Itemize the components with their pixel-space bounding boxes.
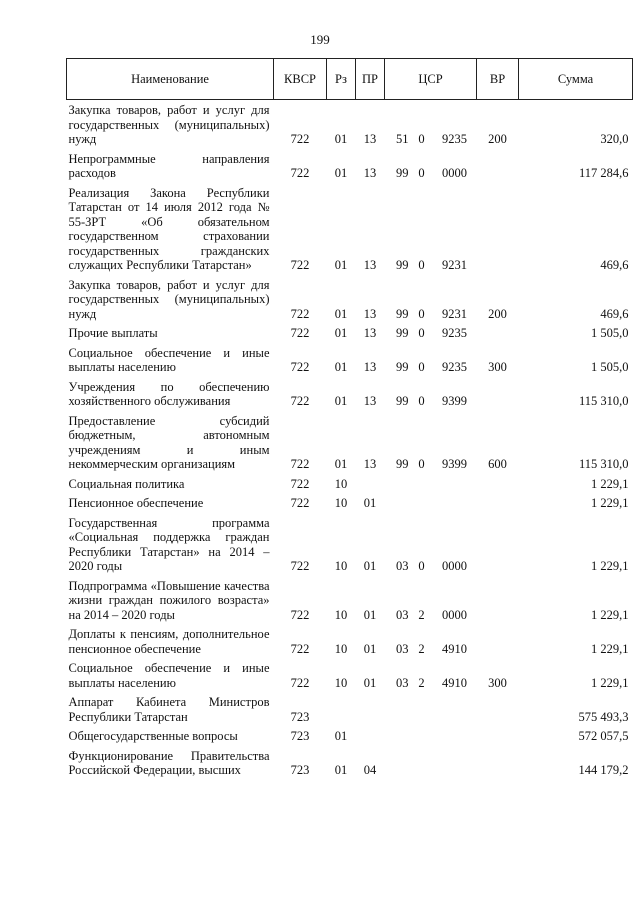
cell-csr3: 9231 — [442, 306, 467, 321]
cell-csr3: 4910 — [442, 675, 467, 690]
cell-sum: 1 229,1 — [591, 496, 629, 510]
table-row — [67, 513, 633, 576]
cell-kvsr: 722 — [290, 132, 310, 146]
cell-vr: 200 — [488, 132, 507, 146]
cell-name: Общегосударственные вопросы — [68, 729, 238, 743]
cell-kvsr: 722 — [290, 394, 310, 408]
cell-csr1 — [385, 474, 411, 494]
table-row — [67, 343, 633, 377]
cell-name: Доплаты к пенсиям, дополнительное пенсионное обеспечение — [68, 627, 270, 656]
cell-csr3: 9235 — [442, 326, 467, 340]
cell-name: Учреждения по обеспечению хозяйственного обслуживания — [68, 379, 270, 408]
cell-kvsr: 722 — [290, 496, 310, 510]
table-header-row — [67, 59, 633, 100]
cell-sum: 1 229,1 — [591, 641, 629, 656]
cell-csr3: 9399 — [442, 394, 467, 408]
cell-sum: 320,0 — [600, 132, 629, 146]
cell-rz: 10 — [334, 607, 348, 622]
cell-name: Социальная политика — [68, 476, 185, 491]
cell-csr1 — [385, 746, 411, 780]
cell-csr3 — [433, 692, 477, 726]
table-row — [67, 323, 633, 343]
cell-rz: 10 — [334, 559, 348, 573]
cell-name: Подпрограмма «Повышение качества жизни граждан пожилого возраста» на 2014 – 2020 годы — [68, 578, 270, 622]
cell-csr2 — [411, 493, 433, 513]
cell-kvsr: 722 — [290, 641, 310, 656]
cell-rz: 01 — [334, 166, 348, 180]
cell-pr — [356, 726, 385, 746]
cell-pr: 13 — [363, 326, 377, 340]
budget-table — [66, 58, 633, 780]
cell-csr1: 99 — [396, 360, 409, 374]
cell-sum: 575 493,3 — [578, 709, 629, 724]
cell-rz: 01 — [334, 258, 348, 272]
cell-csr1: 03 — [396, 607, 409, 622]
cell-csr1 — [385, 692, 411, 726]
cell-vr — [477, 624, 519, 658]
cell-csr1: 99 — [396, 394, 409, 408]
cell-csr2: 2 — [418, 607, 425, 622]
cell-sum: 1 229,1 — [591, 559, 629, 573]
table-row — [67, 474, 633, 494]
cell-csr3: 0000 — [442, 559, 467, 573]
cell-pr: 01 — [363, 496, 377, 510]
table-row — [67, 624, 633, 658]
cell-rz: 01 — [334, 306, 348, 321]
cell-sum: 469,6 — [600, 258, 629, 272]
cell-csr2 — [411, 726, 433, 746]
cell-pr: 13 — [363, 306, 377, 321]
cell-vr — [477, 474, 519, 494]
table-row — [67, 183, 633, 275]
cell-kvsr: 722 — [290, 675, 310, 690]
cell-rz: 10 — [334, 476, 348, 491]
cell-csr1 — [385, 726, 411, 746]
cell-sum: 1 229,1 — [591, 675, 629, 690]
cell-kvsr: 723 — [290, 729, 310, 743]
cell-vr — [477, 493, 519, 513]
cell-csr1: 99 — [396, 306, 409, 321]
cell-csr1: 99 — [396, 258, 409, 272]
cell-csr2: 0 — [418, 559, 425, 573]
table-row — [67, 576, 633, 625]
cell-pr: 13 — [363, 132, 377, 146]
cell-csr3: 9235 — [442, 360, 467, 374]
cell-vr: 200 — [488, 306, 507, 321]
cell-vr — [477, 149, 519, 183]
cell-vr — [477, 576, 519, 625]
cell-vr — [477, 726, 519, 746]
cell-csr1: 99 — [396, 166, 409, 180]
header-kvsr: КВСР — [274, 59, 327, 100]
cell-pr: 01 — [363, 641, 377, 656]
cell-csr3: 9235 — [442, 132, 467, 146]
cell-vr — [477, 513, 519, 576]
cell-vr: 600 — [488, 457, 507, 471]
cell-rz — [327, 692, 356, 726]
table-row — [67, 692, 633, 726]
cell-rz: 01 — [334, 132, 348, 146]
cell-csr1: 51 — [396, 132, 409, 146]
cell-sum: 115 310,0 — [578, 394, 629, 408]
cell-pr — [356, 474, 385, 494]
header-pr: ПР — [356, 59, 385, 100]
cell-vr — [477, 746, 519, 780]
table-body — [67, 100, 633, 780]
table-row — [67, 149, 633, 183]
cell-pr: 13 — [363, 166, 377, 180]
cell-name: Социальное обеспечение и иные выплаты населению — [68, 661, 270, 690]
cell-pr: 01 — [363, 675, 377, 690]
cell-csr2: 0 — [418, 326, 425, 340]
table-row — [67, 658, 633, 692]
cell-name: Государственная программа «Социальная поддержка граждан Республики Татарстан» на 2014 – 2020 годы — [68, 515, 270, 573]
cell-name: Предоставление субсидий бюджетным, автономным учреждениям и иным некоммерческим организациям — [68, 413, 270, 471]
cell-vr — [477, 692, 519, 726]
cell-sum: 144 179,2 — [578, 763, 629, 777]
cell-pr: 04 — [363, 763, 377, 777]
cell-vr: 300 — [488, 360, 507, 374]
cell-csr1: 99 — [396, 457, 409, 471]
cell-csr2: 0 — [418, 132, 425, 146]
cell-vr — [477, 183, 519, 275]
cell-csr2: 0 — [418, 166, 425, 180]
table-row — [67, 411, 633, 474]
cell-vr: 300 — [488, 675, 507, 690]
cell-csr1: 03 — [396, 641, 409, 656]
cell-csr1: 03 — [396, 675, 409, 690]
cell-kvsr: 722 — [290, 559, 310, 573]
cell-pr: 13 — [363, 457, 377, 471]
table-row — [67, 100, 633, 149]
cell-pr: 01 — [363, 607, 377, 622]
table-row — [67, 726, 633, 746]
cell-kvsr: 723 — [290, 709, 310, 724]
cell-rz: 01 — [334, 457, 348, 471]
cell-kvsr: 722 — [290, 258, 310, 272]
cell-csr3: 0000 — [442, 166, 467, 180]
cell-rz: 01 — [334, 360, 348, 374]
cell-csr3: 9231 — [442, 258, 467, 272]
cell-csr1: 99 — [396, 326, 409, 340]
cell-csr2 — [411, 474, 433, 494]
cell-pr: 13 — [363, 360, 377, 374]
cell-csr3 — [433, 726, 477, 746]
header-csr: ЦСР — [385, 59, 477, 100]
cell-csr3 — [433, 746, 477, 780]
header-vr: ВР — [477, 59, 519, 100]
cell-name: Реализация Закона Республики Татарстан от 14 июля 2012 года № 55-ЗРТ «Об обязательном государственном страховании государственных гражданских служащих Республики Татарстан» — [68, 185, 270, 272]
cell-csr2: 2 — [418, 675, 425, 690]
cell-csr3 — [433, 493, 477, 513]
cell-name: Закупка товаров, работ и услуг для государственных (муниципальных) нужд — [68, 103, 270, 146]
cell-name: Непрограммные направления расходов — [68, 151, 270, 180]
cell-name: Функционирование Правительства Российской Федерации, высших — [68, 748, 270, 777]
table-row — [67, 275, 633, 324]
table-row — [67, 493, 633, 513]
cell-kvsr: 722 — [290, 457, 310, 471]
cell-rz: 01 — [334, 326, 348, 340]
header-sum: Сумма — [519, 59, 633, 100]
cell-kvsr: 722 — [290, 476, 310, 491]
cell-rz: 10 — [334, 496, 348, 510]
cell-rz: 01 — [334, 763, 348, 777]
table-row — [67, 746, 633, 780]
cell-csr3: 9399 — [442, 457, 467, 471]
cell-csr2: 0 — [418, 258, 425, 272]
cell-csr2: 0 — [418, 457, 425, 471]
cell-csr1 — [385, 493, 411, 513]
cell-vr — [477, 377, 519, 411]
cell-csr2 — [411, 692, 433, 726]
cell-kvsr: 722 — [290, 166, 310, 180]
cell-kvsr: 722 — [290, 306, 310, 321]
cell-csr2: 0 — [418, 306, 425, 321]
cell-sum: 572 057,5 — [578, 729, 629, 743]
cell-name: Пенсионное обеспечение — [68, 496, 204, 510]
cell-csr2: 0 — [418, 360, 425, 374]
header-rz: Рз — [327, 59, 356, 100]
cell-sum: 1 505,0 — [591, 360, 629, 374]
cell-name: Социальное обеспечение и иные выплаты населению — [68, 345, 270, 374]
table-row — [67, 377, 633, 411]
cell-pr: 13 — [363, 394, 377, 408]
cell-rz: 01 — [334, 729, 348, 743]
cell-csr3: 0000 — [442, 607, 467, 622]
cell-sum: 117 284,6 — [578, 166, 629, 180]
cell-rz: 01 — [334, 394, 348, 408]
cell-kvsr: 723 — [290, 763, 310, 777]
cell-pr: 01 — [363, 559, 377, 573]
cell-sum: 115 310,0 — [578, 457, 629, 471]
cell-kvsr: 722 — [290, 607, 310, 622]
cell-vr — [477, 323, 519, 343]
header-name: Наименование — [67, 59, 274, 100]
page-number: 199 — [310, 32, 330, 47]
cell-csr2: 2 — [418, 641, 425, 656]
cell-csr2 — [411, 746, 433, 780]
cell-name: Прочие выплаты — [68, 326, 158, 340]
cell-sum: 1 505,0 — [591, 326, 629, 340]
cell-csr3: 4910 — [442, 641, 467, 656]
cell-kvsr: 722 — [290, 360, 310, 374]
cell-name: Закупка товаров, работ и услуг для государственных (муниципальных) нужд — [68, 277, 270, 321]
cell-csr3 — [433, 474, 477, 494]
cell-pr — [356, 692, 385, 726]
cell-pr: 13 — [363, 258, 377, 272]
cell-sum: 469,6 — [600, 306, 629, 321]
cell-sum: 1 229,1 — [591, 607, 629, 622]
cell-rz: 10 — [334, 641, 348, 656]
cell-kvsr: 722 — [290, 326, 310, 340]
cell-csr1: 03 — [396, 559, 409, 573]
cell-name: Аппарат Кабинета Министров Республики Татарстан — [68, 695, 270, 724]
cell-sum: 1 229,1 — [591, 476, 629, 491]
cell-csr2: 0 — [418, 394, 425, 408]
cell-rz: 10 — [334, 675, 348, 690]
